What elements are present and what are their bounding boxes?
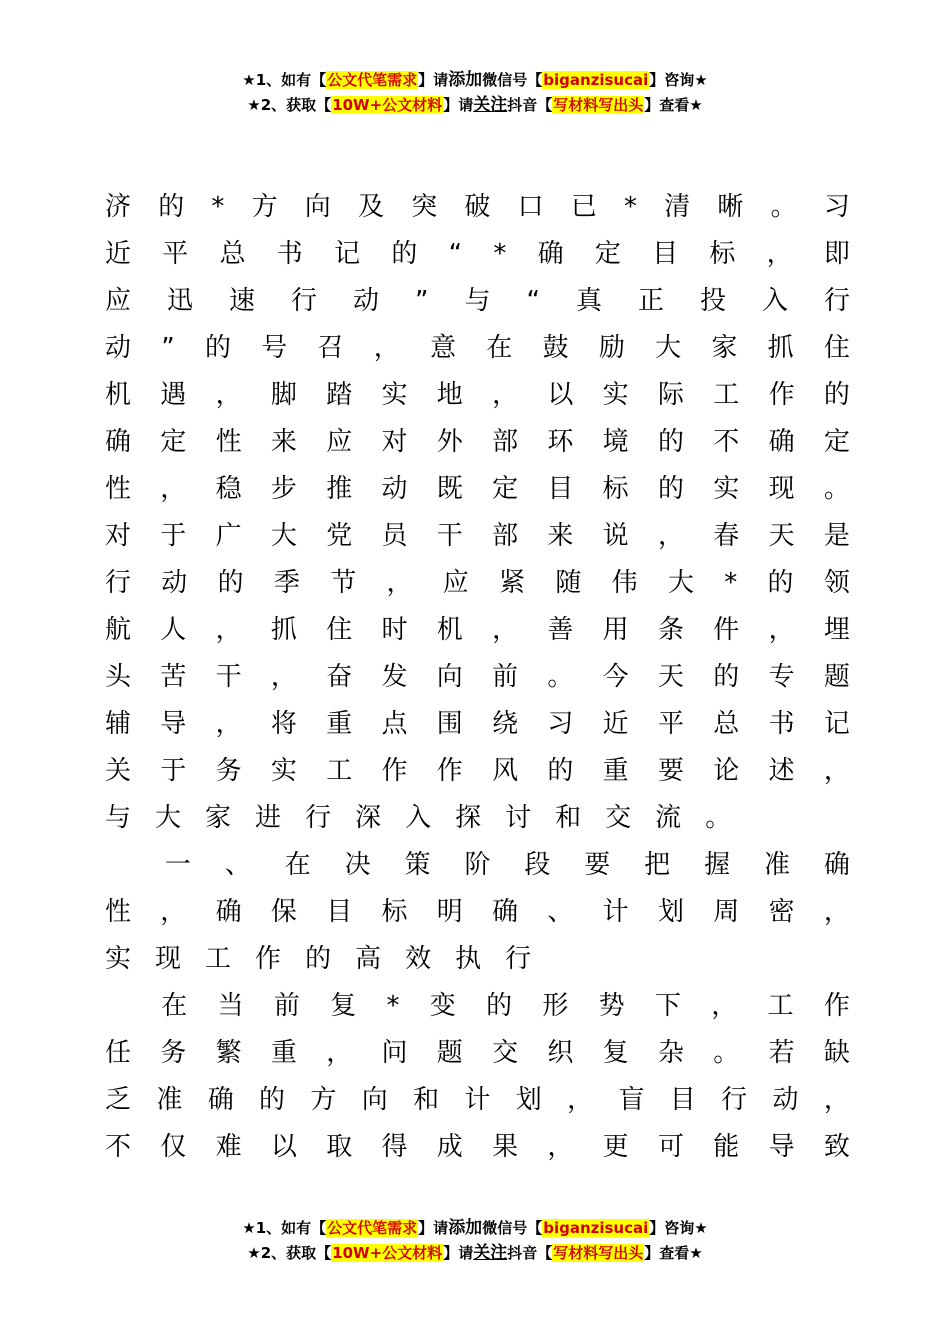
footer-line-1 <box>0 1216 950 1241</box>
body-line: 一 、 在 决 策 阶 段 要 把 握 准 确 <box>164 850 850 880</box>
body-line: 航 人 ， 抓 住 时 机 ， 善 用 条 件 ， 埋 <box>105 615 850 645</box>
footer-line-1-suffix: 】咨询★ <box>649 1219 708 1237</box>
body-line: 实 现 工 作 的 高 效 执 行 <box>105 944 532 974</box>
body-line: 应 迅 速 行 动 ” 与 “ 真 正 投 入 行 <box>105 286 850 316</box>
header-line-1-add: 添加 <box>448 70 483 90</box>
footer-line-2-follow: 关注 <box>473 1243 508 1263</box>
body-line: 性 ， 稳 步 推 动 既 定 目 标 的 实 现 。 <box>105 474 850 504</box>
header-line-1-prefix: ★1、如有【 <box>242 71 327 89</box>
body-line: 济 的 * 方 向 及 突 破 口 已 * 清 晰 。 习 <box>105 192 850 222</box>
header-line-2-prefix: ★2、获取【 <box>247 96 332 114</box>
footer-highlight-materials: 10W+公文材料 <box>332 1244 443 1262</box>
header-line-2 <box>0 93 950 118</box>
body-line: 乏 准 确 的 方 向 和 计 划 ， 盲 目 行 动 ， <box>105 1085 850 1115</box>
footer-line-1-wechat: 微信号【 <box>482 1219 543 1237</box>
footer-line-2-douyin: 抖音【 <box>507 1244 553 1262</box>
footer-line-2 <box>0 1241 950 1266</box>
footer-highlight-wechat-id: biganzisucai <box>543 1219 649 1237</box>
body-line: 机 遇 ， 脚 踏 实 地 ， 以 实 际 工 作 的 <box>105 380 850 410</box>
document-body <box>105 184 850 1171</box>
footer-line-1-text: 】请 <box>418 1219 449 1237</box>
header-highlight-ghostwriting: 公文代笔需求 <box>327 71 418 89</box>
header-line-2-text: 】请 <box>443 96 474 114</box>
footer-highlight-ghostwriting: 公文代笔需求 <box>327 1219 418 1237</box>
footer-highlight-douyin-id: 写材料写出头 <box>553 1244 644 1262</box>
footer-line-2-suffix: 】查看★ <box>644 1244 703 1262</box>
header-line-2-suffix: 】查看★ <box>644 96 703 114</box>
body-line: 动 ” 的 号 召 ， 意 在 鼓 励 大 家 抓 住 <box>105 333 850 363</box>
header-line-1 <box>0 68 950 93</box>
footer-line-2-prefix: ★2、获取【 <box>247 1244 332 1262</box>
header-line-1-text: 】请 <box>418 71 449 89</box>
body-line: 与 大 家 进 行 深 入 探 讨 和 交 流 。 <box>105 803 732 833</box>
body-line: 辅 导 ， 将 重 点 围 绕 习 近 平 总 书 记 <box>105 709 850 739</box>
header-line-2-follow: 关注 <box>473 95 508 115</box>
footer-line-2-text: 】请 <box>443 1244 474 1262</box>
body-line: 不 仅 难 以 取 得 成 果 ， 更 可 能 导 致 <box>105 1132 850 1162</box>
body-line: 在 当 前 复 * 变 的 形 势 下 ， 工 作 <box>161 991 850 1021</box>
body-line: 头 苦 干 ， 奋 发 向 前 。 今 天 的 专 题 <box>105 662 850 692</box>
header-line-1-suffix: 】咨询★ <box>649 71 708 89</box>
body-line: 行 动 的 季 节 ， 应 紧 随 伟 大 * 的 领 <box>105 568 850 598</box>
body-line: 关 于 务 实 工 作 作 风 的 重 要 论 述 ， <box>105 756 850 786</box>
header-line-1-wechat: 微信号【 <box>482 71 543 89</box>
body-line: 对 于 广 大 党 员 干 部 来 说 ， 春 天 是 <box>105 521 850 551</box>
body-line: 任 务 繁 重 ， 问 题 交 织 复 杂 。 若 缺 <box>105 1038 850 1068</box>
footer-line-1-add: 添加 <box>448 1218 483 1238</box>
header-banner <box>0 68 950 118</box>
body-line: 确 定 性 来 应 对 外 部 环 境 的 不 确 定 <box>105 427 850 457</box>
body-line: 性 ， 确 保 目 标 明 确 、 计 划 周 密 ， <box>105 897 850 927</box>
header-highlight-douyin-id: 写材料写出头 <box>553 96 644 114</box>
header-highlight-materials: 10W+公文材料 <box>332 96 443 114</box>
footer-banner <box>0 1216 950 1266</box>
header-highlight-wechat-id: biganzisucai <box>543 71 649 89</box>
header-line-2-douyin: 抖音【 <box>507 96 553 114</box>
body-line: 近 平 总 书 记 的 “ * 确 定 目 标 ， 即 <box>105 239 850 269</box>
footer-line-1-prefix: ★1、如有【 <box>242 1219 327 1237</box>
